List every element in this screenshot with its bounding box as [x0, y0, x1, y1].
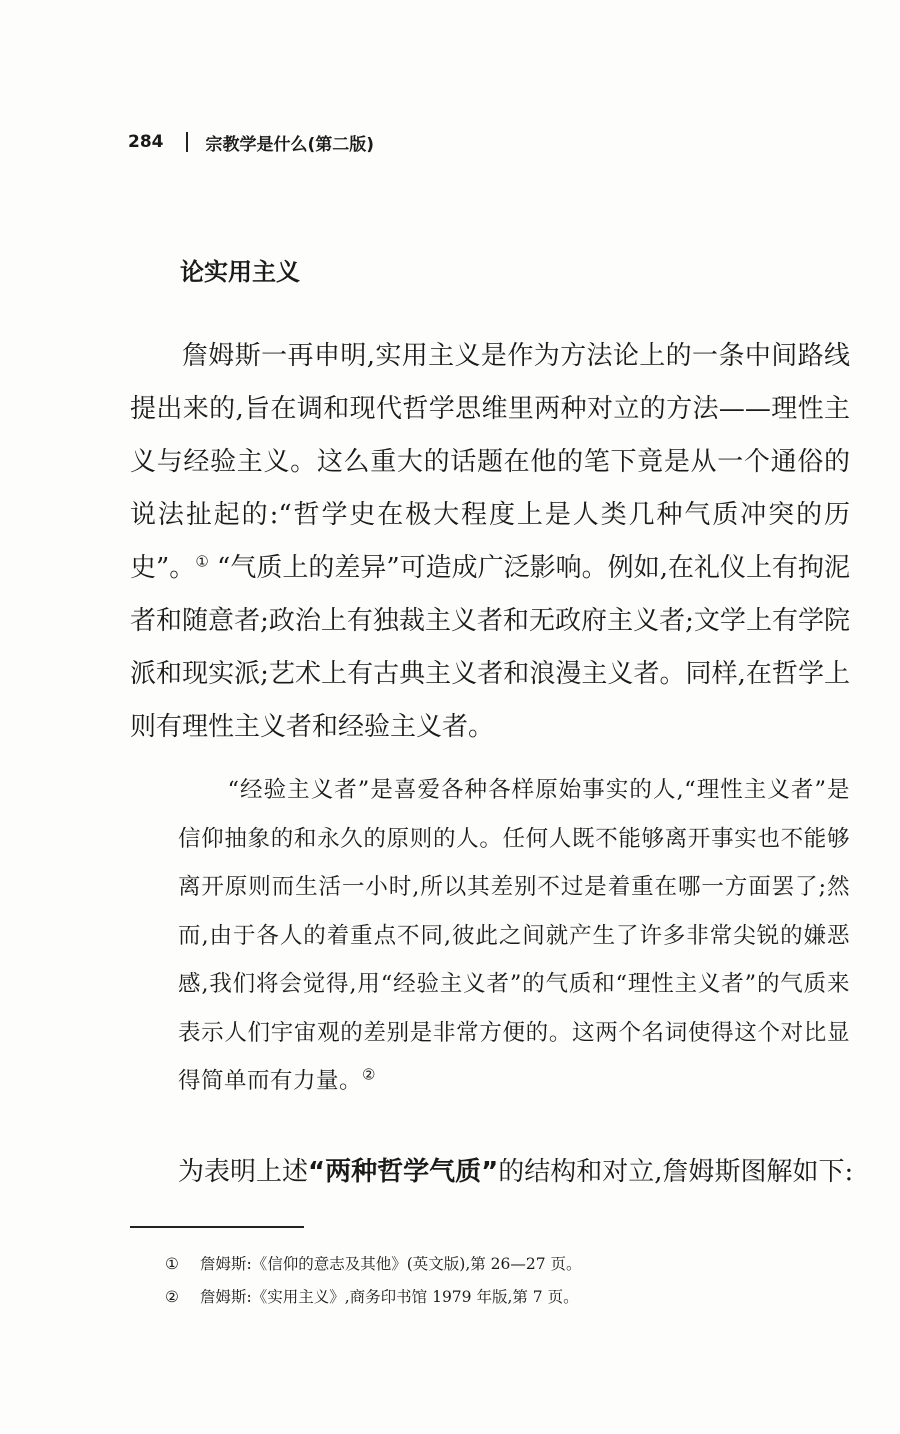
footnote-item: [165, 1281, 582, 1314]
book-title: 宗教学是什么(第二版): [205, 134, 375, 155]
paragraph-1-text-continued: “气质上的差异”可造成广泛影响。例如,在礼仪上有拘泥者和随意者;政治上有独裁主义者和无政府主义者;文学上有学院派和现实派;艺术上有古典主义者和浪漫主义者。同样,在哲学上则有理性主义者和经验主义者。: [130, 553, 850, 742]
footnote-ref-2: ②: [362, 1065, 376, 1084]
paragraph-1: [130, 330, 850, 754]
paragraph-2: [178, 1146, 853, 1199]
footnote-rule: [130, 1226, 304, 1228]
footnote-item: [165, 1248, 582, 1281]
block-quote: [178, 766, 850, 1106]
footnote-text: 詹姆斯:《信仰的意志及其他》(英文版),第 26—27 页。: [200, 1255, 582, 1273]
block-quote-text: “经验主义者”是喜爱各种各样原始事实的人,“理性主义者”是信仰抽象的和永久的原则的人。任何人既不能够离开事实也不能够离开原则而生活一小时,所以其差别不过是着重在哪一方面罢了;然而,由于各人的着重点不同,彼此之间就产生了许多非常尖锐的嫌恶感,我们将会觉得,用“经验主义者”的气质和“理性主义者”的气质来表示人们宇宙观的差别是非常方便的。这两个名词使得这个对比显得简单而有力量。: [178, 777, 850, 1094]
paragraph-2-after: 的结构和对立,詹姆斯图解如下:: [498, 1157, 854, 1187]
footnotes: [165, 1248, 582, 1314]
footnote-mark: ①: [165, 1255, 179, 1273]
running-header: [128, 128, 374, 156]
paragraph-1-text: 詹姆斯一再申明,实用主义是作为方法论上的一条中间路线提出来的,旨在调和现代哲学思维里两种对立的方法——理性主义与经验主义。这么重大的话题在他的笔下竟是从一个通俗的说法扯起的:“哲学史在极大程度上是人类几种气质冲突的历史”。: [130, 341, 850, 583]
footnote-text: 詹姆斯:《实用主义》,商务印书馆 1979 年版,第 7 页。: [200, 1288, 579, 1306]
paragraph-2-before: 为表明上述: [178, 1157, 309, 1187]
paragraph-2-emphasis: “两种哲学气质”: [308, 1157, 499, 1187]
footnote-ref-1: ①: [195, 552, 209, 571]
header-divider: [186, 132, 188, 152]
section-title: 论实用主义: [180, 258, 300, 286]
page-number: 284: [128, 132, 164, 152]
footnote-mark: ②: [165, 1288, 179, 1306]
